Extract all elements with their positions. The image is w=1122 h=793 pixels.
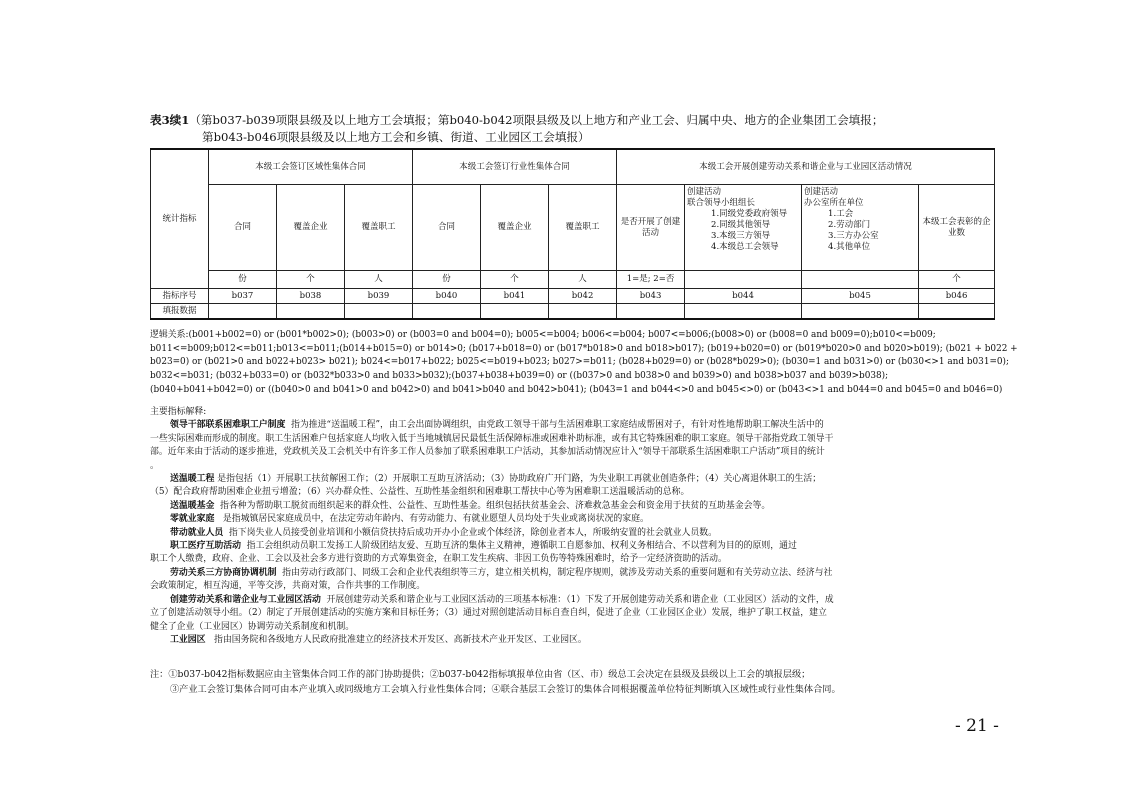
logic-line: 逻辑关系:(b001+b002=0) or (b001*b002>0); (b003>0) or (b003=0 and b004=0); b005<=b004; b006<=b004; b007<=b006;(b008>0) or (b008=0 and b009=0);b010<=b009; bbox=[150, 330, 936, 340]
explain-text: 立了创建活动领导小组。（2）制定了开展创建活动的实施方案和目标任务；（3）通过对照创建活动目标自查自纠，促进了企业（工业园区企业）发展，维护了职工权益，建立 bbox=[150, 608, 827, 619]
index-code: b043 bbox=[617, 289, 685, 304]
logic-line: b011<=b009;b012<=b011;b013<=b011;(b014+b015=0) or b014>0; (b017+b018=0) or (b017*b018>0 and b018>b017); (b019+b020=0) or (b019*b020>0 and b020>b019); (b021 + b022 + bbox=[150, 343, 1018, 354]
explain-paragraph bbox=[150, 567, 980, 580]
logic-line: b023=0) or (b021>0 and b022+b023> b021); b024<=b017+b022; b025<=b019+b023; b027>=b011; (b028+b029=0) or (b028*b029>0); (b030=1 and b031>0) or (b030<>1 and b031=0); bbox=[150, 357, 1010, 368]
logic-relations bbox=[150, 329, 1018, 398]
index-code: b037 bbox=[209, 289, 277, 304]
col-b043-header: 是否开展了创建活动 bbox=[617, 185, 685, 271]
fill-cell[interactable] bbox=[345, 304, 413, 320]
footnotes bbox=[150, 668, 980, 697]
indicator-explanations bbox=[150, 406, 980, 647]
title-line1: （第b037-b039项限县级及以上地方工会填报；第b040-b042项限县级及以上地方和产业工会、归属中央、地方的企业集团工会填报； bbox=[189, 113, 884, 127]
explain-paragraph bbox=[150, 594, 980, 607]
explain-text: 开展创建劳动关系和谐企业与工业园区活动的三项基本标准：（1）下发了开展创建劳动关系和谐企业（工业园区）活动的文件，成 bbox=[326, 594, 834, 605]
fill-cell[interactable] bbox=[209, 304, 277, 320]
explain-text: 指由国务院和各级地方人民政府批准建立的经济技术开发区、高新技术产业开发区、工业园区。 bbox=[213, 634, 587, 645]
col-cover-staff-1: 覆盖职工 bbox=[345, 185, 413, 271]
explain-heading: 主要指标解释: bbox=[150, 407, 207, 417]
col-b045-header bbox=[802, 185, 919, 271]
explain-paragraph bbox=[150, 540, 980, 553]
fill-data-label: 填报数据 bbox=[151, 304, 209, 320]
index-number-label: 指标序号 bbox=[151, 289, 209, 304]
unit-cell: 个 bbox=[277, 271, 345, 289]
unit-cell: 1=是; 2=否 bbox=[617, 271, 685, 289]
explain-text: 指为推进“送温暖工程”，由工会出面协调组织，由党政工领导干部与生活困难职工家庭结成帮困对子，有针对性地帮助职工解决生活中的 bbox=[291, 420, 824, 431]
col-cover-enterprise-1: 覆盖企业 bbox=[277, 185, 345, 271]
explain-text: 。 bbox=[150, 460, 159, 471]
b045-option: 4.其他单位 bbox=[828, 242, 871, 252]
logic-line: (b040+b041+b042=0) or ((b040>0 and b041>0 and b042>0) and b041>b040 and b042>b041); (b043=1 and b044<>0 and b045<>0) or (b043<>1 and b044=0 and b045=0 and b046=0) bbox=[150, 384, 1003, 395]
b045-option: 3.三方办公室 bbox=[828, 231, 879, 241]
explain-term: 送温暖工程 bbox=[170, 474, 215, 485]
index-code: b044 bbox=[685, 289, 802, 304]
table-title bbox=[150, 112, 980, 146]
col-cover-enterprise-2: 覆盖企业 bbox=[481, 185, 549, 271]
explain-term: 零就业家庭 bbox=[170, 514, 215, 525]
logic-line: b032<=b031; (b032+b033=0) or (b032*b033>0 and b033>b032);(b037+b038+b039=0) or ((b037>0 and b038>0 and b039>0) and b038>b037 and b039>b038); bbox=[150, 371, 889, 382]
unit-cell: 个 bbox=[919, 271, 995, 289]
fill-cell[interactable] bbox=[549, 304, 617, 320]
explain-term: 工业园区 bbox=[170, 634, 206, 645]
explain-text: 是指包括（1）开展职工扶贫解困工作；（2）开展职工互助互济活动；（3）协助政府广开门路，为失业职工再就业创造条件；（4）关心离退休职工的生活； bbox=[217, 474, 822, 485]
index-code: b038 bbox=[277, 289, 345, 304]
b045-option: 2.劳动部门 bbox=[828, 220, 871, 230]
explain-text: 指各种为帮助职工脱贫而组织起来的群众性、公益性、互助性基金。组织包括扶贫基金会、济难救急基金会和资金用于扶贫的互助基金会等。 bbox=[220, 500, 771, 511]
statistics-table bbox=[150, 148, 995, 320]
b044-option: 3.本级三方领导 bbox=[711, 231, 771, 241]
unit-cell bbox=[685, 271, 802, 289]
fill-cell[interactable] bbox=[617, 304, 685, 320]
stat-indicator-label: 统计指标 bbox=[151, 149, 209, 289]
explain-paragraph bbox=[150, 634, 980, 647]
b044-line: 创建活动 bbox=[687, 187, 722, 197]
explain-paragraph bbox=[150, 513, 980, 526]
col-contract-1: 合同 bbox=[209, 185, 277, 271]
fill-cell[interactable] bbox=[802, 304, 919, 320]
explain-text: 指下岗失业人员接受创业培训和小额信贷扶持后成功开办小企业或个体经济，除创业者本人，所吸纳安置的社会就业人员数。 bbox=[228, 527, 718, 538]
explain-paragraph bbox=[150, 527, 980, 540]
explain-text: 健全了企业（工业园区）协调劳动关系制度和机制。 bbox=[150, 621, 355, 632]
b044-option: 4.本级总工会领导 bbox=[711, 242, 779, 252]
explain-text: （5）配合政府帮助困难企业扭亏增盈；（6）兴办群众性、公益性、互助性基金组织和困难职工帮扶中心等为困难职工送温暖活动的总称。 bbox=[150, 487, 690, 498]
page-number: - 21 - bbox=[955, 716, 999, 736]
index-code: b040 bbox=[413, 289, 481, 304]
explain-term: 带动就业人员 bbox=[170, 527, 224, 538]
note-line: 注：①b037-b042指标数据应由主管集体合同工作的部门协助提供；②b037-b042指标填报单位由省（区、市）级总工会决定在县级及县级以上工会的填报层级； bbox=[150, 669, 811, 680]
unit-cell: 人 bbox=[345, 271, 413, 289]
note-line: ③产业工会签订集体合同可由本产业填入或同级地方工会填入行业性集体合同；④联合基层工会签订的集体合同根据覆盖单位特征判断填入区域性或行业性集体合同。 bbox=[170, 683, 841, 695]
fill-cell[interactable] bbox=[481, 304, 549, 320]
explain-text: 部。近年来由于活动的逐步推进，党政机关及工会机关中有许多工作人员参加了联系困难职工户活动，其参加活动情况应计入“领导干部联系生活困难职工户活动”项目的统计 bbox=[150, 447, 825, 458]
b044-option: 2.同级其他领导 bbox=[711, 220, 771, 230]
fill-cell[interactable] bbox=[919, 304, 995, 320]
explain-text: 指工会组织动员职工发扬工人阶级团结友爱、互助互济的集体主义精神，遵循职工自愿参加、权利义务相结合、不以营利为目的的原则，通过 bbox=[246, 541, 797, 552]
b044-line: 联合领导小组组长 bbox=[687, 198, 756, 208]
col-cover-staff-2: 覆盖职工 bbox=[549, 185, 617, 271]
index-code: b046 bbox=[919, 289, 995, 304]
title-table-number: 表3续1 bbox=[150, 113, 190, 127]
index-code: b041 bbox=[481, 289, 549, 304]
explain-paragraph bbox=[150, 500, 980, 513]
explain-term: 创建劳动关系和谐企业与工业园区活动 bbox=[170, 594, 321, 605]
group-industry-contract: 本级工会签订行业性集体合同 bbox=[413, 149, 617, 185]
index-code: b045 bbox=[802, 289, 919, 304]
group-harmony-activity: 本级工会开展创建劳动关系和谐企业与工业园区活动情况 bbox=[617, 149, 995, 185]
col-contract-2: 合同 bbox=[413, 185, 481, 271]
title-line2: 第b043-b046项限县级及以上地方工会和乡镇、街道、工业园区工会填报） bbox=[202, 130, 590, 144]
unit-cell: 份 bbox=[413, 271, 481, 289]
fill-cell[interactable] bbox=[685, 304, 802, 320]
explain-text: 会政策制定，相互沟通，平等交涉，共商对策，合作共事的工作制度。 bbox=[150, 581, 426, 592]
b045-line: 创建活动 bbox=[804, 187, 839, 197]
b044-option: 1.同级党委政府领导 bbox=[711, 209, 788, 219]
group-regional-contract: 本级工会签订区域性集体合同 bbox=[209, 149, 413, 185]
explain-term: 劳动关系三方协商协调机制 bbox=[170, 567, 277, 578]
b045-line: 办公室所在单位 bbox=[804, 198, 864, 208]
explain-text: 是指城镇居民家庭成员中，在法定劳动年龄内、有劳动能力、有就业愿望人员均处于失业或离岗状况的家庭。 bbox=[222, 514, 649, 525]
explain-paragraph bbox=[150, 419, 980, 432]
index-code: b042 bbox=[549, 289, 617, 304]
explain-text: 一些实际困难而形成的制度。职工生活困难户包括家庭人均收入低于当地城镇居民最低生活保障标准或困难补助标准，或有其它特殊困难的职工家庭。领导干部指党政工领导干 bbox=[150, 433, 834, 444]
index-code: b039 bbox=[345, 289, 413, 304]
explain-term: 送温暖基金 bbox=[170, 500, 215, 511]
fill-cell[interactable] bbox=[277, 304, 345, 320]
explain-text: 指由劳动行政部门、同级工会和企业代表组织等三方，建立相关机构，制定程序规则，就涉及劳动关系的重要问题和有关劳动立法、经济与社 bbox=[282, 567, 833, 578]
explain-term: 职工医疗互助活动 bbox=[170, 541, 241, 552]
unit-cell: 个 bbox=[481, 271, 549, 289]
explain-text: 职工个人缴费，政府、企业、工会以及社会多方进行资助的方式筹集资金，在职工发生疾病、非因工负伤等特殊困难时，给予一定经济资助的活动。 bbox=[150, 554, 727, 565]
unit-cell: 份 bbox=[209, 271, 277, 289]
b045-option: 1.工会 bbox=[828, 209, 854, 219]
fill-cell[interactable] bbox=[413, 304, 481, 320]
explain-term: 领导干部联系困难职工户制度 bbox=[170, 420, 286, 431]
unit-cell: 人 bbox=[549, 271, 617, 289]
col-b046-header: 本级工会表彰的企业数 bbox=[919, 185, 995, 271]
explain-paragraph bbox=[150, 473, 980, 486]
unit-cell bbox=[802, 271, 919, 289]
col-b044-header bbox=[685, 185, 802, 271]
